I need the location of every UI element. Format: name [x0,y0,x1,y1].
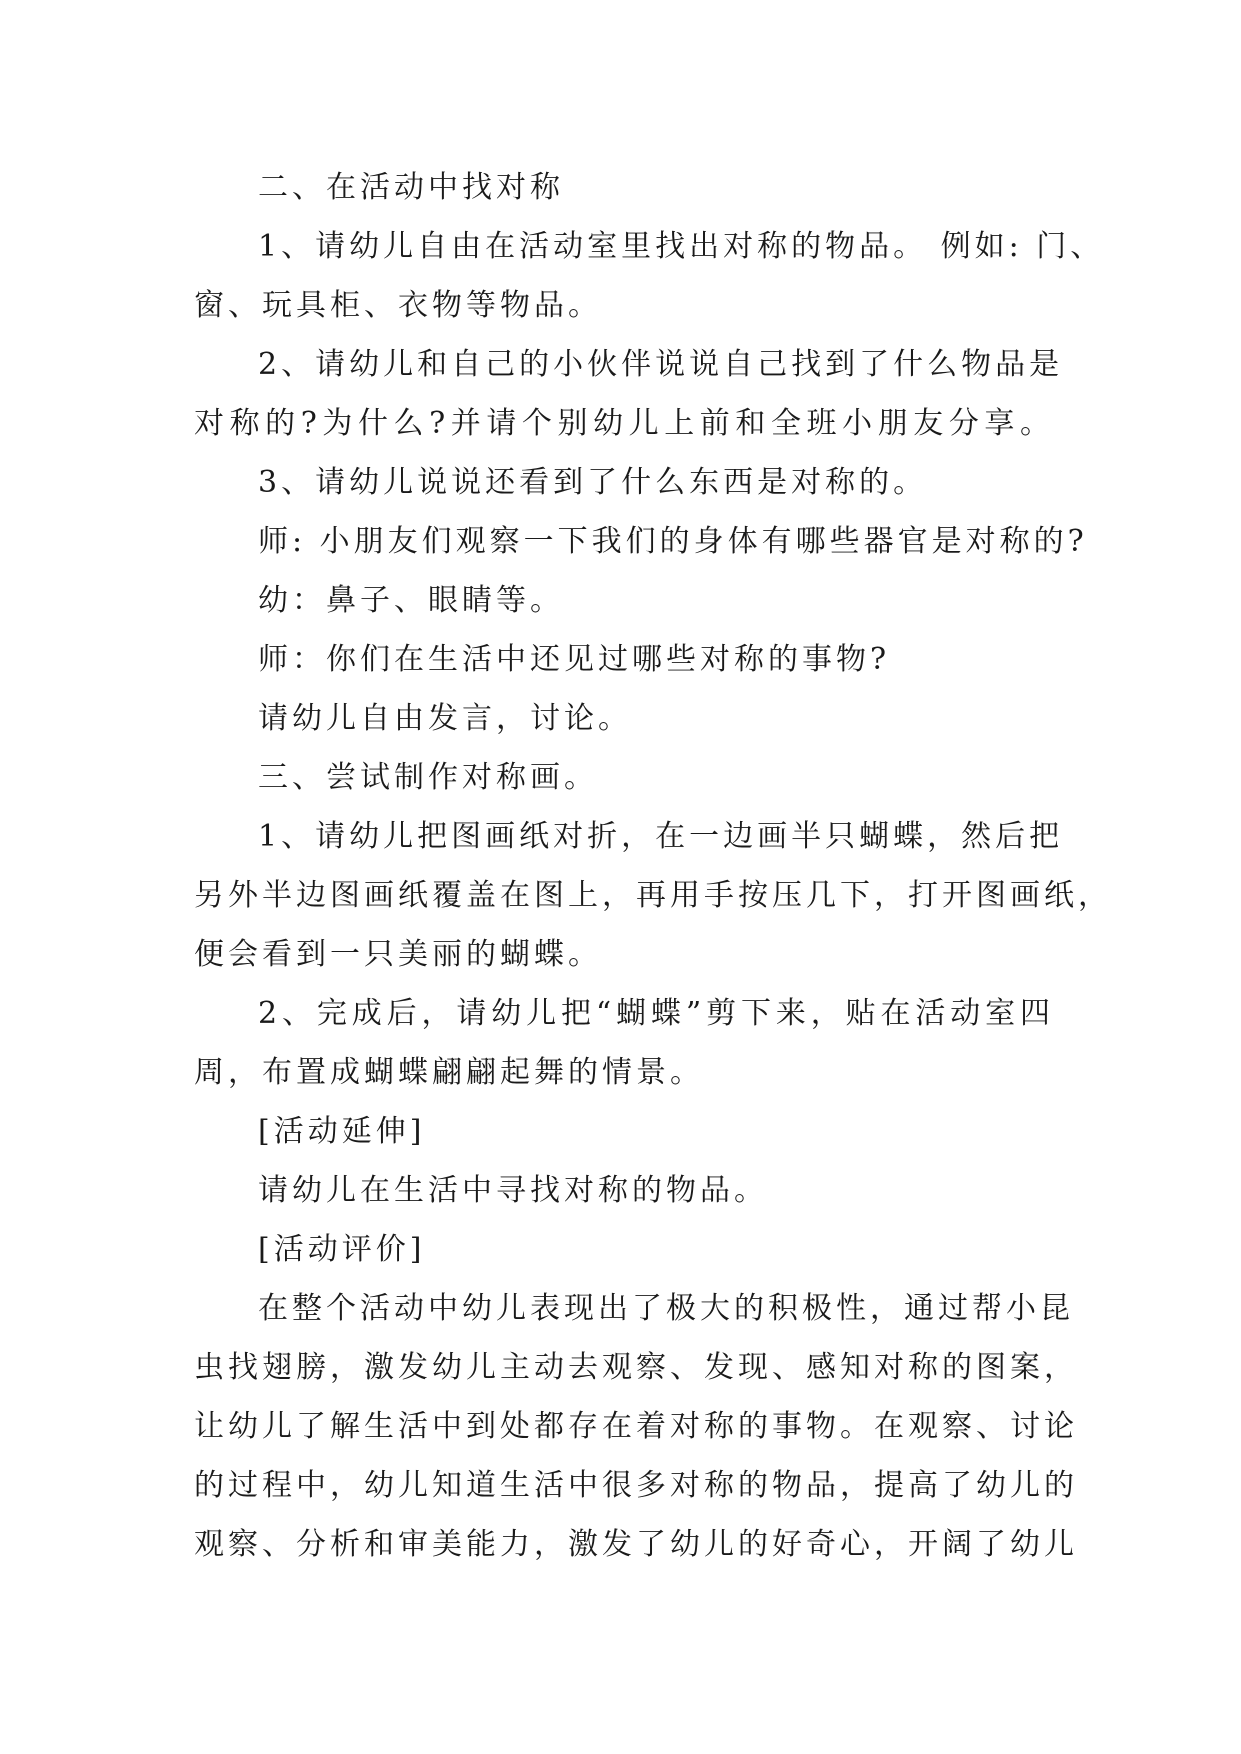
paragraph-line: 幼：鼻子、眼睛等。 [258,583,564,618]
section-heading: [活动评价] [258,1232,426,1267]
paragraph-line: 1、请幼儿把图画纸对折，在一边画半只蝴蝶，然后把 [258,819,1064,854]
paragraph-line: 观察、分析和审美能力，激发了幼儿的好奇心，开阔了幼儿 [194,1527,1078,1562]
paragraph-line: 周，布置成蝴蝶翩翩起舞的情景。 [194,1055,704,1090]
paragraph-line: 的过程中，幼儿知道生活中很多对称的物品，提高了幼儿的 [194,1468,1078,1503]
section-heading: [活动延伸] [258,1114,426,1149]
paragraph-line: 2、完成后，请幼儿把“蝴蝶”剪下来，贴在活动室四 [258,996,1054,1031]
section-heading: 三、尝试制作对称画。 [258,760,598,795]
paragraph-line: 对称的?为什么?并请个别幼儿上前和全班小朋友分享。 [194,406,1054,441]
paragraph-line: 在整个活动中幼儿表现出了极大的积极性，通过帮小昆 [258,1291,1074,1326]
section-heading: 二、在活动中找对称 [258,170,564,205]
paragraph-line: 请幼儿自由发言，讨论。 [258,701,632,736]
paragraph-line: 师: 小朋友们观察一下我们的身体有哪些器官是对称的? [258,524,1088,559]
paragraph-line: 师：你们在生活中还见过哪些对称的事物? [258,642,891,677]
paragraph-line: 窗、玩具柜、衣物等物品。 [194,288,602,323]
paragraph-line: 虫找翅膀，激发幼儿主动去观察、发现、感知对称的图案， [194,1350,1078,1385]
paragraph-line: 另外半边图画纸覆盖在图上，再用手按压几下，打开图画纸， [194,878,1112,913]
paragraph-line: 2、请幼儿和自己的小伙伴说说自己找到了什么物品是 [258,347,1064,382]
paragraph-line: 1、请幼儿自由在活动室里找出对称的物品。 例如: 门、 [258,229,1105,264]
paragraph-line: 3、请幼儿说说还看到了什么东西是对称的。 [258,465,928,500]
paragraph-line: 请幼儿在生活中寻找对称的物品。 [258,1173,768,1208]
paragraph-line: 便会看到一只美丽的蝴蝶。 [194,937,602,972]
document-body [194,158,1112,1574]
paragraph-line: 让幼儿了解生活中到处都存在着对称的事物。在观察、讨论 [194,1409,1078,1444]
